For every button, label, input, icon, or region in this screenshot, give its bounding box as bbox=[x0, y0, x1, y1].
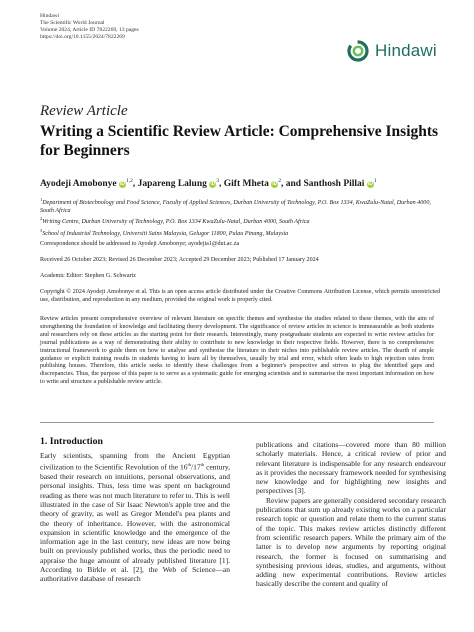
author-joiner: , bbox=[132, 179, 138, 190]
article-type: Review Article bbox=[40, 103, 128, 119]
publication-dates: Received 26 October 2023; Revised 26 December 2023; Accepted 29 December 2023; Published 17 January 2024 bbox=[40, 257, 319, 263]
academic-editor: Academic Editor: Stephen G. Schwartz bbox=[40, 273, 136, 279]
journal-meta bbox=[40, 13, 139, 41]
author-affil-ref: 3 bbox=[216, 178, 219, 184]
orcid-icon[interactable]: iD bbox=[120, 181, 125, 188]
orcid-icon[interactable]: iD bbox=[367, 181, 373, 188]
publisher-logo bbox=[346, 38, 437, 64]
author-joiner: , bbox=[219, 179, 224, 190]
orcid-icon[interactable]: iD bbox=[272, 181, 278, 188]
section-heading: 1. Introduction bbox=[40, 436, 103, 447]
abstract: Review articles present comprehensive overview of relevant literature on specific themes and synthesise the studies related to these themes, with the aim of strengthening the foundation of knowledge and facilitating theory development. The significance of review articles in science is immeasurable as both students and researchers rely on these articles as the starting point for their research. Interestingly, many postgraduate students are expected to write review articles for journal publications as a way of demonstrating their ability to contribute to new knowledge in their respective fields. However, there is no comprehensive instructional framework to guide them on how to analyse and synthesise the literature in their niches into publishable review articles. The dearth of ample guidance or explicit training results in students having to learn all by themselves, usually by trial and error, which often leads to high rejection rates from publishing houses. Therefore, this article seeks to identify these challenges from a beginner's perspective and strives to plug the identified gaps and discrepancies. Thus, the purpose of this paper is to serve as a systematic guide for emerging scientists and to summarise the most important information on how to write and structure a publishable review article. bbox=[40, 316, 434, 386]
affiliation-item: $^3$School of Industrial Technology, Universiti Sains Malaysia, Gelugor 11800, Pulau Pinang, Malaysia bbox=[40, 227, 289, 237]
doi-link[interactable]: https://doi.org/10.1155/2024/7822269 bbox=[40, 34, 125, 40]
author-name[interactable]: Ayodeji Amobonye bbox=[40, 179, 117, 190]
journal-name: The Scientific World Journal bbox=[40, 20, 105, 26]
volume-line: Volume 2024, Article ID 7822269, 13 pages bbox=[40, 27, 139, 33]
paragraph: publications and citations—covered more than 80 million scholarly materials. Hence, a critical review of prior and relevant literature is indispensable for any research endeavour as it provides the necessary framework needed for synthesising new knowledge and for highlighting new insights and perspectives [3]. bbox=[256, 440, 446, 496]
section-divider bbox=[40, 422, 434, 423]
affiliation-item: $^2$Writing Centre, Durban University of Technology, P.O. Box 1334 KwaZulu-Natal, Durban 4000, South Africa bbox=[40, 216, 310, 226]
hindawi-logo-icon bbox=[346, 39, 370, 63]
logo-text: Hindawi bbox=[375, 41, 437, 60]
author-affil-ref: 1,2 bbox=[126, 178, 133, 184]
paragraph: Review papers are generally considered secondary research publications that sum up already existing works on a particular research topic or question and relate them to the current status of the topic. This makes review articles distinctly different from scientific research papers. While the primary aim of the latter is to develop new arguments by reporting original research, the former is focused on summarising and synthesising previous ideas, studies, and arguments, without adding new experimental contributions. Review articles basically describe the content and quality of bbox=[256, 495, 446, 589]
copyright-notice: Copyright © 2024 Ayodeji Amobonye et al. This is an open access article distributed under the Creative Commons Attribution License, which permits unrestricted use, distribution, and reproduction in any medium, provided the original work is properly cited. bbox=[40, 289, 440, 303]
paragraph: Early scientists, spanning from the Ancient Egyptian civilization to the Scientific Revolution of the 16th/17th century, based their research on intuitions, personal observations, and personal insights. Thus, less time was spent on background reading as there was not much literature to refer to. This is well illustrated in the case of Sir Isaac Newton's apple tree and the theory of gravity, as well as Gregor Mendel's pea plants and the theory of inheritance. However, with the astronomical expansion in scientific knowledge and the emergence of the information age in the last century, new ideas are now being built on previously published works, thus the periodic need to appraise the huge amount of already published literature [1]. According to Birkle et al. [2], the Web of Science—an authoritative database of research bbox=[40, 451, 231, 584]
body-column-left bbox=[40, 451, 230, 584]
orcid-icon[interactable]: iD bbox=[210, 181, 216, 188]
author-name[interactable]: Santhosh Pillai bbox=[303, 179, 365, 190]
article-title: Writing a Scientific Review Article: Comprehensive Insights for Beginners bbox=[40, 123, 439, 159]
author-joiner: , and bbox=[281, 179, 304, 190]
body-column-right bbox=[256, 440, 446, 589]
author-name[interactable]: Japareng Lalung bbox=[137, 179, 207, 190]
author-list bbox=[40, 178, 440, 189]
author-affil-ref: 1 bbox=[373, 178, 377, 184]
publisher-line: Hindawi bbox=[40, 13, 60, 19]
affiliations bbox=[40, 196, 440, 238]
author-name[interactable]: Gift Mheta bbox=[223, 179, 269, 190]
author-affil-ref: 2 bbox=[278, 178, 281, 184]
affiliation-item: $^1$Department of Biotechnology and Food Science, Faculty of Applied Sciences, Durban University of Technology, P.O. Box 1334, KwaZulu-Natal, Durban 4000, South Africa bbox=[40, 197, 431, 215]
correspondence: Correspondence should be addressed to Ayodeji Amobonye; ayodejia1@dut.ac.za bbox=[40, 241, 240, 247]
